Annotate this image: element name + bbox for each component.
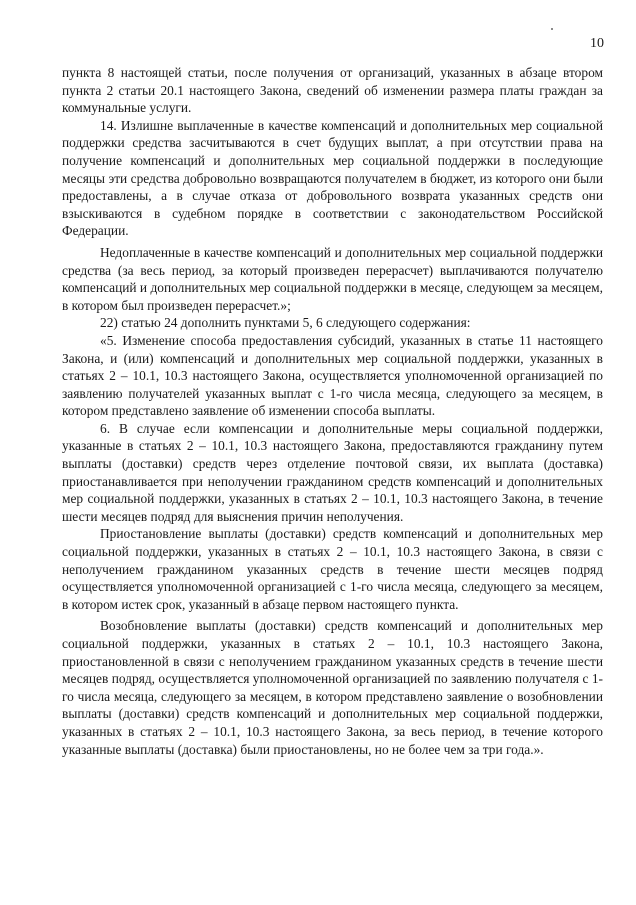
document-body xyxy=(62,64,603,758)
paragraph-continuation: пункта 8 настоящей статьи, после получения от организаций, указанных в абзаце втором пункта 2 статьи 20.1 настоящего Закона, сведений об изменении размера платы граждан за коммунальные услуги. xyxy=(62,65,603,116)
paragraph-suspension: Приостановление выплаты (доставки) средств компенсаций и дополнительных мер социальной поддержки, указанных в статьях 2 – 10.1, 10.3 настоящего Закона, в связи с неполучением гражданином указанных средств в течение шести месяцев подряд осуществляется уполномоченной организацией с 1-го числа месяца, следующего за месяцем, в котором истек срок, указанный в абзаце первом настоящего пункта. xyxy=(62,526,603,612)
scan-speck xyxy=(551,28,553,30)
paragraph-item-6: 6. В случае если компенсации и дополнительные меры социальной поддержки, указанные в статьях 2 – 10.1, 10.3 настоящего Закона, предоставляются гражданину путем выплаты (доставки) средств через отделение почтовой связи, их выплата (доставка) приостанавливается при неполучении гражданином средств компенсаций и дополнительных мер социальной поддержки, указанных в статьях 2 – 10.1, 10.3 настоящего Закона, в течение шести месяцев подряд для выяснения причин неполучения. xyxy=(62,420,603,524)
paragraph-amendment-22: 22) статью 24 дополнить пунктами 5, 6 следующего содержания: xyxy=(100,315,471,331)
paragraph-item-14: 14. Излишне выплаченные в качестве компенсаций и дополнительных мер социальной поддержки средства засчитываются в счет будущих выплат, а при отсутствии права на получение компенсаций и дополнительных мер социальной поддержки в последующие месяцы эти средства добровольно возвращаются получателем в бюджет, из которого они были предоставлены, а в случае отказа от добровольного возврата указанных средств они взыскиваются в судебном порядке в соответствии с законодательством Российской Федерации. xyxy=(62,117,603,239)
paragraph-item-5: «5. Изменение способа предоставления субсидий, указанных в статье 11 настоящего Закона, и (или) компенсаций и дополнительных мер социальной поддержки, указанных в статьях 2 – 10.1, 10.3 настоящего Закона, осуществляется уполномоченной организацией по заявлению получателей указанных выплат с 1-го числа месяца, следующего за месяцем, в котором представлено заявление об изменении способа выплаты. xyxy=(62,332,603,419)
paragraph-underpaid: Недоплаченные в качестве компенсаций и дополнительных мер социальной поддержки средства (за весь период, за который произведен перерасчет) выплачиваются получателю компенсаций и дополнительных мер социальной поддержки в месяце, следующем за месяцем, в котором был произведен перерасчет.»; xyxy=(62,244,603,313)
paragraph-resumption: Возобновление выплаты (доставки) средств компенсаций и дополнительных мер социальной поддержки, указанных в статьях 2 – 10.1, 10.3 настоящего Закона, приостановленной в связи с неполучением гражданином указанных средств в течение шести месяцев подряд, осуществляется уполномоченной организацией по заявлению получателя с 1-го числа месяца, следующего за месяцем, в котором представлено заявление о возобновлении выплаты (доставки) средств компенсаций и дополнительных мер социальной поддержки, указанных в статьях 2 – 10.1, 10.3 настоящего Закона, за весь период, в течение которого указанные выплаты (доставка) были приостановлены, но не более чем за три года.». xyxy=(62,618,603,757)
page-number: 10 xyxy=(590,36,604,51)
